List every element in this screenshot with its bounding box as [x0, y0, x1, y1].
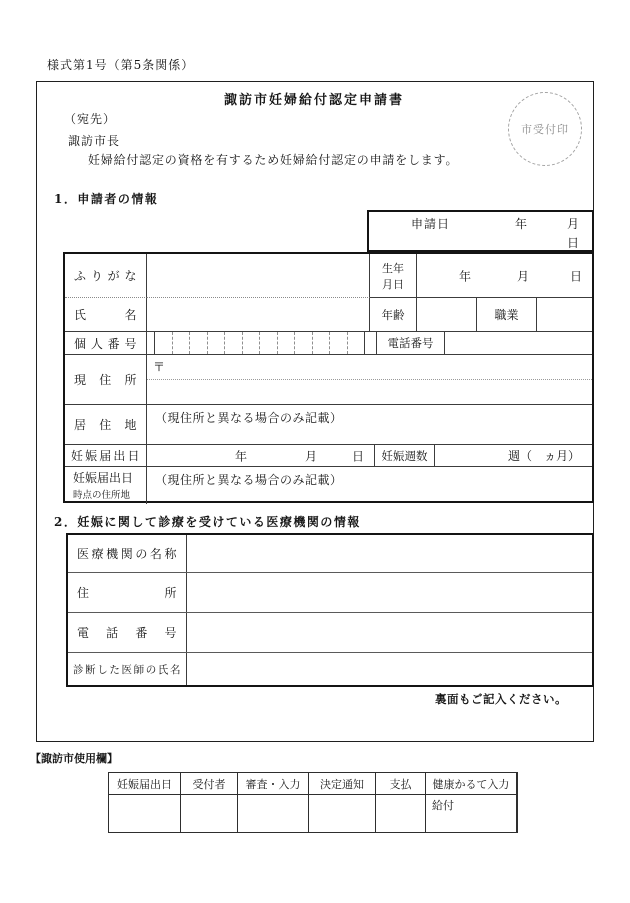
stamp-label: 市受付印 [521, 123, 569, 136]
pregnancy-weeks-label: 妊娠週数 [381, 448, 428, 463]
digit-box[interactable] [225, 332, 243, 354]
office-use-table [108, 772, 518, 833]
city-receipt-stamp-circle [508, 92, 582, 166]
pregnancy-date-field[interactable] [147, 445, 375, 466]
office-field-payment[interactable] [376, 795, 426, 833]
digit-box[interactable] [330, 332, 348, 354]
table-row [65, 405, 592, 445]
office-col-receiver [181, 773, 238, 794]
year-unit: 年 [515, 217, 528, 231]
name-label-cell [65, 298, 147, 331]
section1-heading: 1．申請者の情報 [54, 192, 159, 206]
occupation-field[interactable] [537, 298, 592, 331]
residence-label: 居住地 [74, 418, 137, 432]
occupation-label: 職業 [494, 308, 519, 322]
pregnancy-weeks-field[interactable] [435, 445, 592, 466]
office-col-notification-date [109, 773, 181, 794]
office-col-health-record [426, 773, 517, 794]
page-title: 諏訪市妊婦給付認定申請書 [223, 93, 404, 108]
occupation-label-cell [477, 298, 537, 331]
digit-box[interactable] [208, 332, 226, 354]
residence-field[interactable] [147, 405, 592, 444]
birthdate-label-top: 生年 [382, 261, 404, 275]
birthdate-field[interactable] [417, 254, 592, 298]
phone-label: 電話番号 [387, 336, 434, 350]
digit-box[interactable] [155, 332, 173, 354]
digit-box[interactable] [278, 332, 296, 354]
application-date-box[interactable] [367, 210, 594, 252]
institution-name-label: 医療機関の名称 [77, 547, 177, 561]
section2-heading: 2．妊娠に関して診療を受けている医療機関の情報 [54, 515, 361, 529]
pregnancy-date-label: 妊娠届出日 [71, 449, 140, 463]
month-unit: 月 [517, 269, 530, 283]
table-row [68, 535, 592, 573]
day-unit: 日 [566, 236, 579, 250]
pregnancy-date-label-cell [65, 445, 147, 466]
digit-box[interactable] [190, 332, 208, 354]
medical-table [66, 533, 594, 687]
month-unit: 月 [305, 449, 318, 463]
institution-name-field[interactable] [187, 535, 592, 572]
office-field-benefit[interactable] [426, 795, 517, 833]
institution-address-label-cell [68, 573, 187, 612]
office-body-row [109, 795, 517, 833]
postal-code-line[interactable] [147, 355, 592, 380]
office-header-label: 健康かるて入力 [432, 777, 510, 791]
notification-address-field[interactable] [147, 467, 592, 504]
office-col-review-input [238, 773, 309, 794]
addressee-name: 諏訪市長 [68, 134, 121, 148]
office-use-label: 【諏訪市使用欄】 [30, 752, 118, 765]
personal-number-cell-strip [147, 332, 377, 354]
name-label: 氏名 [74, 308, 137, 322]
age-label-cell [370, 298, 417, 331]
doctor-name-label-cell [68, 653, 187, 685]
furigana-field[interactable] [147, 254, 370, 298]
table-row [65, 332, 592, 355]
table-row [68, 573, 592, 613]
day-unit: 日 [569, 269, 582, 283]
digit-box[interactable] [243, 332, 261, 354]
day-unit: 日 [351, 449, 364, 463]
phone-label-cell [377, 332, 445, 354]
birthdate-label-cell [370, 254, 417, 298]
digit-box[interactable] [348, 332, 365, 354]
institution-address-label: 住所 [77, 586, 177, 600]
application-date-label: 申請日 [411, 217, 451, 231]
form-number: 様式第1号（第5条関係） [47, 58, 195, 72]
personal-number-boxes [154, 332, 365, 354]
office-header-label: 支払 [389, 777, 412, 791]
table-row [65, 254, 592, 298]
office-col-payment [376, 773, 426, 794]
different-address-note: （現住所と異なる場合のみ記載） [155, 411, 343, 425]
institution-name-label-cell [68, 535, 187, 572]
current-address-label: 現住所 [74, 373, 137, 387]
furigana-label: ふりがな [74, 269, 137, 283]
office-header-row [109, 773, 517, 795]
name-field[interactable] [147, 298, 370, 331]
applicant-table [63, 252, 594, 503]
doctor-name-field[interactable] [187, 653, 592, 685]
birthdate-label-bottom: 月日 [382, 277, 404, 291]
declaration-text: 妊婦給付認定の資格を有するため妊婦給付認定の申請をします。 [88, 153, 459, 167]
benefit-label: 給付 [432, 799, 454, 812]
office-field-review-input[interactable] [238, 795, 309, 833]
residence-label-cell [65, 405, 147, 444]
institution-address-field[interactable] [187, 573, 592, 612]
doctor-name-label: 診断した医師の氏名 [73, 663, 181, 676]
digit-box[interactable] [313, 332, 331, 354]
current-address-field[interactable] [147, 355, 592, 404]
age-label: 年齢 [381, 307, 405, 322]
office-header-label: 決定通知 [320, 777, 364, 791]
year-unit: 年 [235, 449, 248, 463]
office-field-notification-date[interactable] [109, 795, 181, 833]
postal-mark: 〒 [153, 360, 166, 374]
office-header-label: 妊娠届出日 [117, 777, 172, 791]
notification-address-label-bottom: 時点の住所地 [73, 490, 131, 501]
back-side-note: 裏面もご記入ください。 [435, 692, 567, 706]
institution-phone-label-cell [68, 613, 187, 652]
weeks-unit-text: 週（ ヵ月） [507, 449, 580, 463]
table-row [68, 613, 592, 653]
office-header-label: 審査・入力 [245, 777, 301, 791]
institution-phone-label: 電話番号 [77, 626, 177, 640]
digit-box[interactable] [173, 332, 191, 354]
month-unit: 月 [566, 217, 579, 231]
institution-phone-field[interactable] [187, 613, 592, 652]
current-address-label-cell [65, 355, 147, 404]
office-col-decision-notice [309, 773, 376, 794]
table-row [65, 355, 592, 405]
phone-field[interactable] [445, 332, 592, 354]
personal-number-label-cell [65, 332, 147, 354]
table-row [65, 298, 592, 332]
different-address-note: （現住所と異なる場合のみ記載） [155, 473, 343, 487]
table-row [68, 653, 592, 685]
year-unit: 年 [459, 269, 472, 283]
notification-address-label-cell [65, 467, 147, 504]
notification-address-label-top: 妊娠届出日 [73, 471, 134, 485]
age-field[interactable] [417, 298, 477, 331]
pregnancy-weeks-label-cell [375, 445, 435, 466]
office-field-receiver[interactable] [181, 795, 238, 833]
table-row [65, 467, 592, 504]
addressee-label: （宛先） [64, 112, 117, 126]
office-field-decision-notice[interactable] [309, 795, 376, 833]
table-row [65, 445, 592, 467]
furigana-label-cell [65, 254, 147, 298]
digit-box[interactable] [260, 332, 278, 354]
digit-box[interactable] [295, 332, 313, 354]
office-header-label: 受付者 [192, 777, 226, 791]
personal-number-label: 個人番号 [74, 336, 137, 351]
